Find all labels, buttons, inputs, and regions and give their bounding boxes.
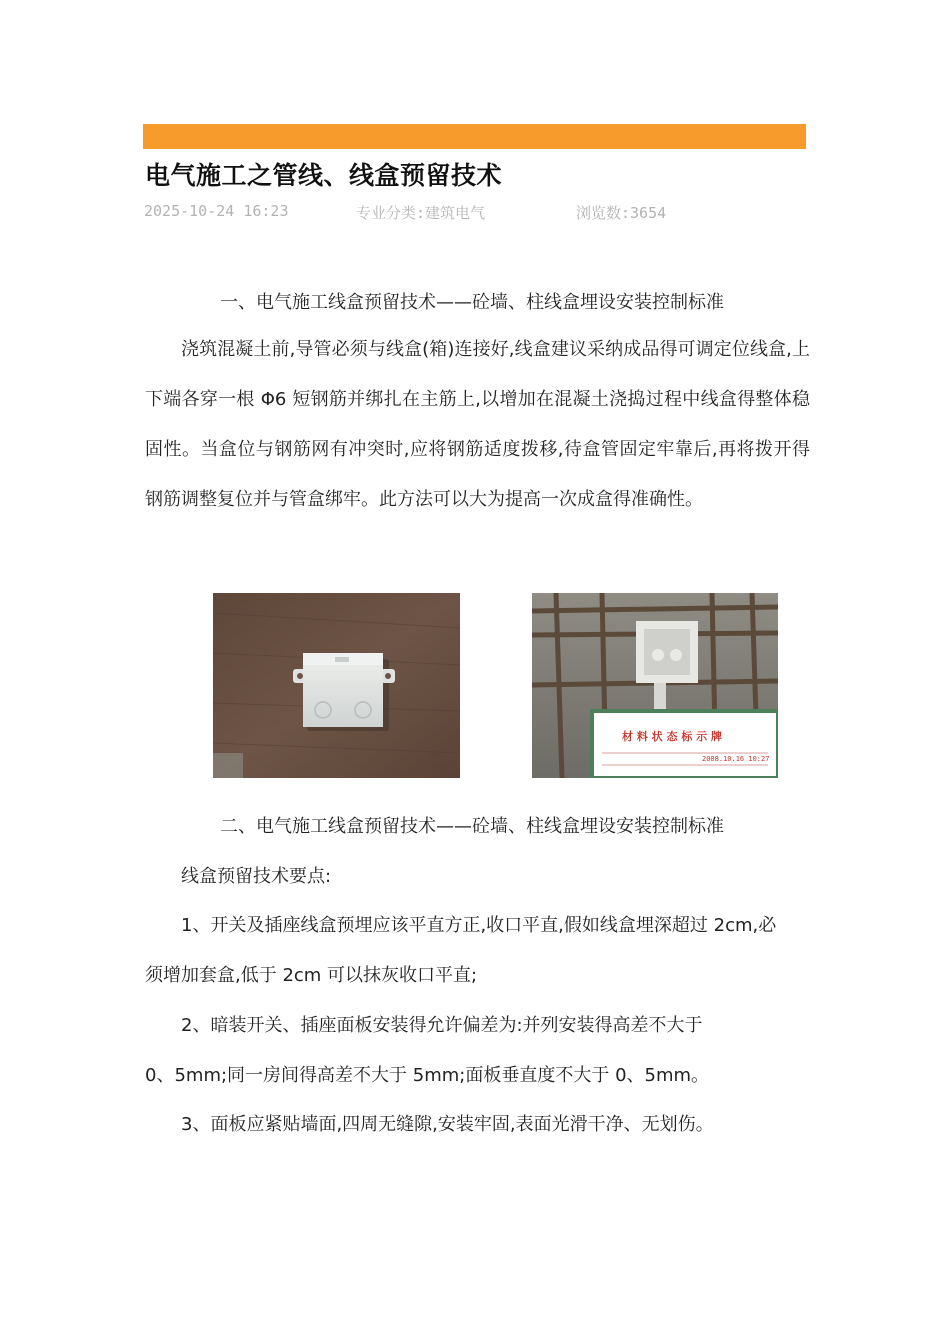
photo-timestamp: 2008.10.16 10:27 (702, 755, 770, 763)
item3: 3、面板应紧贴墙面,四周无缝隙,安装牢固,表面光滑干净、无划伤。 (181, 1114, 714, 1135)
publish-date: 2025-10-24 16:23 (144, 202, 289, 220)
section1-heading: 一、电气施工线盒预留技术——砼墙、柱线盒埋设安装控制标准 (220, 292, 724, 313)
header-accent-bar (143, 124, 806, 149)
item2-line1: 2、暗装开关、插座面板安装得允许偏差为:并列安装得高差不大于 (181, 1015, 703, 1036)
item1-line1: 1、开关及插座线盒预埋应该平直方正,收口平直,假如线盒埋深超过 2cm,必 (181, 915, 777, 936)
embedded-box-photo (532, 593, 778, 778)
item2-line2: 0、5mm;同一房间得高差不大于 5mm;面板垂直度不大于 0、5mm。 (145, 1065, 710, 1086)
sign-text: 材 料 状 态 标 示 牌 (622, 730, 722, 743)
section2-intro: 线盒预留技术要点: (181, 866, 332, 887)
item1-line2: 须增加套盒,低于 2cm 可以抹灰收口平直; (145, 965, 478, 986)
article-title: 电气施工之管线、线盒预留技术 (145, 161, 503, 190)
view-count: 浏览数:3654 (576, 204, 667, 222)
category-label[interactable]: 专业分类:建筑电气 (356, 204, 486, 222)
section1-body: 浇筑混凝土前,导管必须与线盒(箱)连接好,线盒建议采纳成品得可调定位线盒,上下端各穿一根 Φ6 短钢筋并绑扎在主筋上,以增加在混凝土浇捣过程中线盒得整体稳固性。当盒位与钢筋网有冲突时,应将钢筋适度拨移,待盒管固定牢靠后,再将拨开得钢筋调整复位并与管盒绑牢。此方法可以大为提高一次成盒得准确性。 (145, 339, 810, 510)
junction-box-photo (213, 593, 460, 778)
section2-heading: 二、电气施工线盒预留技术——砼墙、柱线盒埋设安装控制标准 (220, 816, 724, 837)
